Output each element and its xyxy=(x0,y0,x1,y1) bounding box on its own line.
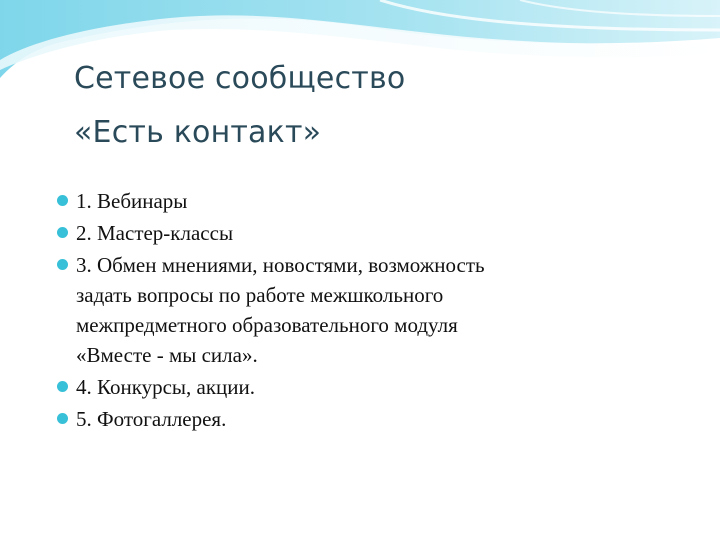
bullet-text: 4. Конкурсы, акции. xyxy=(76,375,256,399)
bullet-item-photo-gallery xyxy=(54,404,674,434)
bullet-list xyxy=(54,186,674,436)
bullet-text-line-3: межпредметного образовательного модуля xyxy=(76,313,458,337)
bullet-item-exchange xyxy=(54,250,674,370)
bullet-text: 2. Мастер-классы xyxy=(76,221,234,245)
bullet-dot-icon xyxy=(57,381,68,392)
bullet-text-line-1: 3. Обмен мнениями, новостями, возможность xyxy=(76,253,485,277)
slide-title xyxy=(74,52,674,160)
bullet-item-contests xyxy=(54,372,674,402)
bullet-text: 1. Вебинары xyxy=(76,189,188,213)
bullet-text-line-4: «Вместе - мы сила». xyxy=(76,343,258,367)
slide-title-line-2: «Есть контакт» xyxy=(74,115,322,150)
bullet-dot-icon xyxy=(57,227,68,238)
bullet-dot-icon xyxy=(57,195,68,206)
bullet-dot-icon xyxy=(57,413,68,424)
slide-title-line-1: Сетевое сообщество xyxy=(74,61,406,96)
bullet-dot-icon xyxy=(57,259,68,270)
bullet-text: 5. Фотогаллерея. xyxy=(76,407,227,431)
bullet-text-line-2: задать вопросы по работе межшкольного xyxy=(76,283,444,307)
bullet-item-master-classes xyxy=(54,218,674,248)
bullet-item-webinars xyxy=(54,186,674,216)
